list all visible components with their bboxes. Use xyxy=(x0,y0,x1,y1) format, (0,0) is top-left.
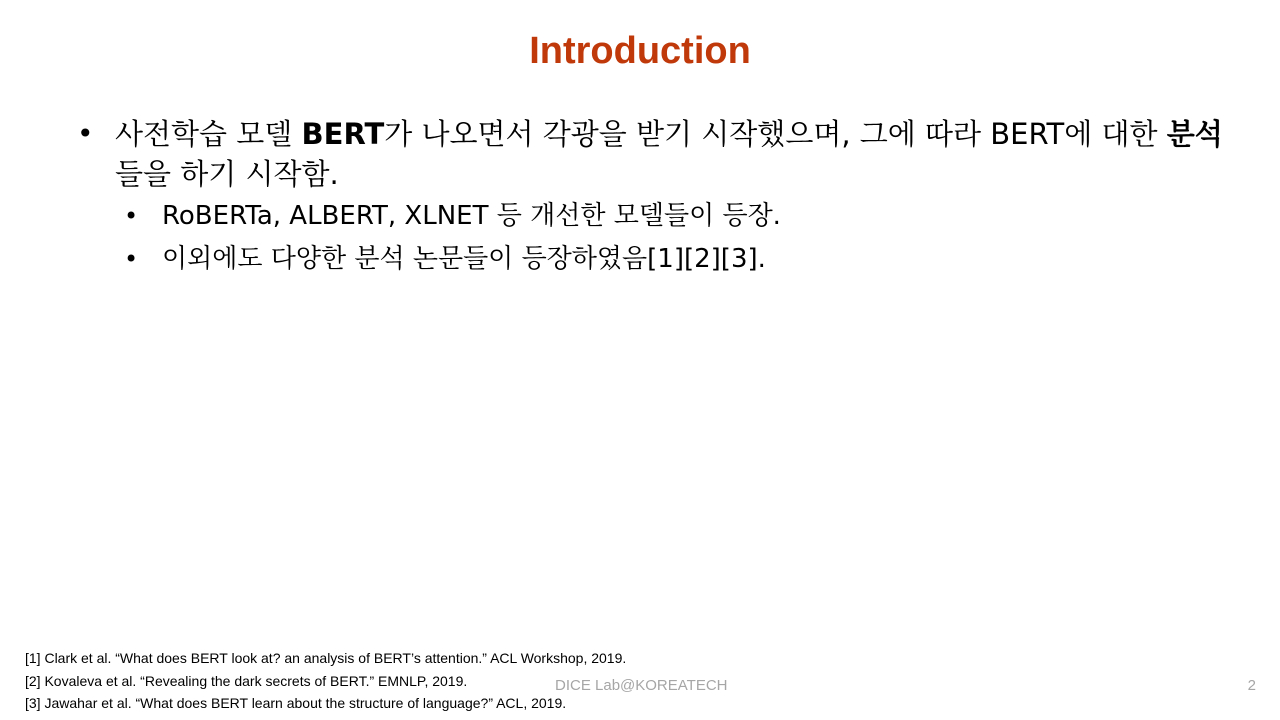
bullet-text-part: 들을 하기 시작함. xyxy=(115,157,339,191)
bullet-icon: • xyxy=(124,245,139,273)
reference-item: [3] Jawahar et al. “What does BERT learn about the structure of language?” ACL, 2019. xyxy=(25,695,567,711)
reference-item: [1] Clark et al. “What does BERT look at? an analysis of BERT’s attention.” ACL Workshop, 2019. xyxy=(25,650,627,666)
references xyxy=(25,647,626,715)
page-number: 2 xyxy=(1247,677,1256,694)
bullet-bold-bert: BERT xyxy=(301,117,385,151)
footer-label: DICE Lab@KOREATECH xyxy=(555,677,728,694)
sub-bullet-item xyxy=(122,196,1222,236)
bullet-icon: • xyxy=(124,202,139,230)
bullet-bold-analysis: 분석 xyxy=(1166,117,1223,151)
slide-title: Introduction xyxy=(529,30,751,72)
sub-bullet-item xyxy=(122,239,1222,279)
bullet-text-part: 가 나오면서 각광을 받기 시작했으며, 그에 따라 BERT에 대한 xyxy=(384,117,1167,151)
bullet-item xyxy=(75,114,1225,194)
sub-bullet-text: 이외에도 다양한 분석 논문들이 등장하였음[1][2][3]. xyxy=(162,244,766,274)
reference-item: [2] Kovaleva et al. “Revealing the dark secrets of BERT.” EMNLP, 2019. xyxy=(25,672,468,689)
bullet-icon: • xyxy=(77,117,94,150)
sub-bullet-text: RoBERTa, ALBERT, XLNET 등 개선한 모델들이 등장. xyxy=(162,201,781,231)
bullet-text-part: 사전학습 모델 xyxy=(115,117,302,151)
